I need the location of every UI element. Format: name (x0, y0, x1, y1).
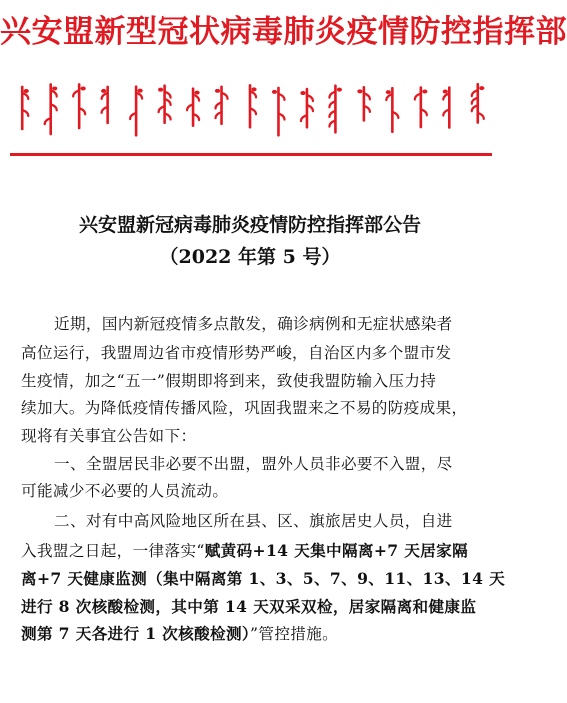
paragraph-line (0, 537, 500, 565)
document-title: 兴安盟新冠病毒肺炎疫情防控指挥部公告 (78, 214, 421, 236)
mongolian-glyph-dot (101, 89, 106, 93)
text-run: ”管控措施。 (250, 625, 339, 644)
masthead-rule (10, 153, 492, 156)
mongolian-glyph-dot (422, 90, 427, 94)
text-run: 可能减少不必要的人员流动。 (21, 482, 229, 501)
mongolian-glyph-dot (251, 87, 256, 91)
mongolian-glyph-dot (24, 89, 29, 93)
paragraph-line (0, 309, 500, 340)
bold-text-run: 赋黄码+14 天集中隔离+7 天居家隔 (204, 541, 469, 561)
mongolian-glyph-dot (215, 89, 220, 93)
mongolian-glyph-dot (138, 89, 143, 93)
text-run: 生疫情，加之“五一”假期即将到来，致使我盟防输入压力持 (21, 371, 437, 390)
mongolian-glyph-dot (443, 90, 448, 94)
mongolian-glyph-dot (479, 86, 484, 90)
text-run: 近期，国内新冠疫情多点散发，确诊病例和无症状感染者 (54, 315, 453, 333)
paragraph-line (0, 620, 500, 648)
mongolian-glyph-dot (81, 86, 86, 90)
mongolian-glyph-dot (300, 91, 305, 95)
text-run: 高位运行，我盟周边省市疫情形势严峻，自治区内多个盟市发 (21, 344, 452, 362)
bold-text-run: 测第 7 天各进行 1 次核酸检测） (21, 624, 251, 644)
paragraph-line (0, 506, 500, 537)
document-body (0, 309, 506, 648)
paragraph-line (0, 451, 500, 479)
text-run: 一、全盟居民非必要不出盟，盟外人员非必要不入盟，尽 (54, 454, 453, 473)
mongolian-glyph-dot (158, 88, 163, 92)
paragraph-line (0, 593, 500, 621)
text-run: 二、对有中高风险地区所在县、区、旗旅居史人员，自进 (54, 512, 453, 531)
mongolian-glyph-dot (357, 89, 362, 93)
mongolian-glyph-dot (386, 90, 391, 94)
mongolian-glyph-dot (52, 86, 57, 90)
text-run: 现将有关事宜公告如下： (21, 427, 197, 446)
bold-text-run: 进行 8 次核酸检测，其中第 14 天双采双检，居家隔离和健康监 (21, 596, 477, 616)
paragraph-line (0, 478, 500, 506)
mongolian-script-line (8, 80, 492, 140)
paragraph-line (0, 423, 500, 451)
text-run: 入我盟之日起，一律落实“ (21, 542, 205, 561)
mongolian-glyph-dot (194, 91, 199, 95)
paragraph-line (0, 395, 500, 423)
mongolian-glyph-dot (272, 90, 277, 94)
paragraph-line (0, 565, 506, 593)
paragraph-line (0, 340, 500, 368)
masthead-title: 兴安盟新型冠状病毒肺炎疫情防控指挥部 (0, 14, 567, 50)
mongolian-glyph-dot (337, 88, 342, 92)
paragraph-line (0, 368, 500, 396)
text-run: 续加大。为降低疫情传播风险，巩固我盟来之不易的防疫成果， (21, 399, 468, 418)
document-number: （2022 年第 5 号） (159, 246, 341, 268)
bold-text-run: 离+7 天健康监测（集中隔离第 1、3、5、7、9、11、13、14 天 (21, 568, 506, 588)
